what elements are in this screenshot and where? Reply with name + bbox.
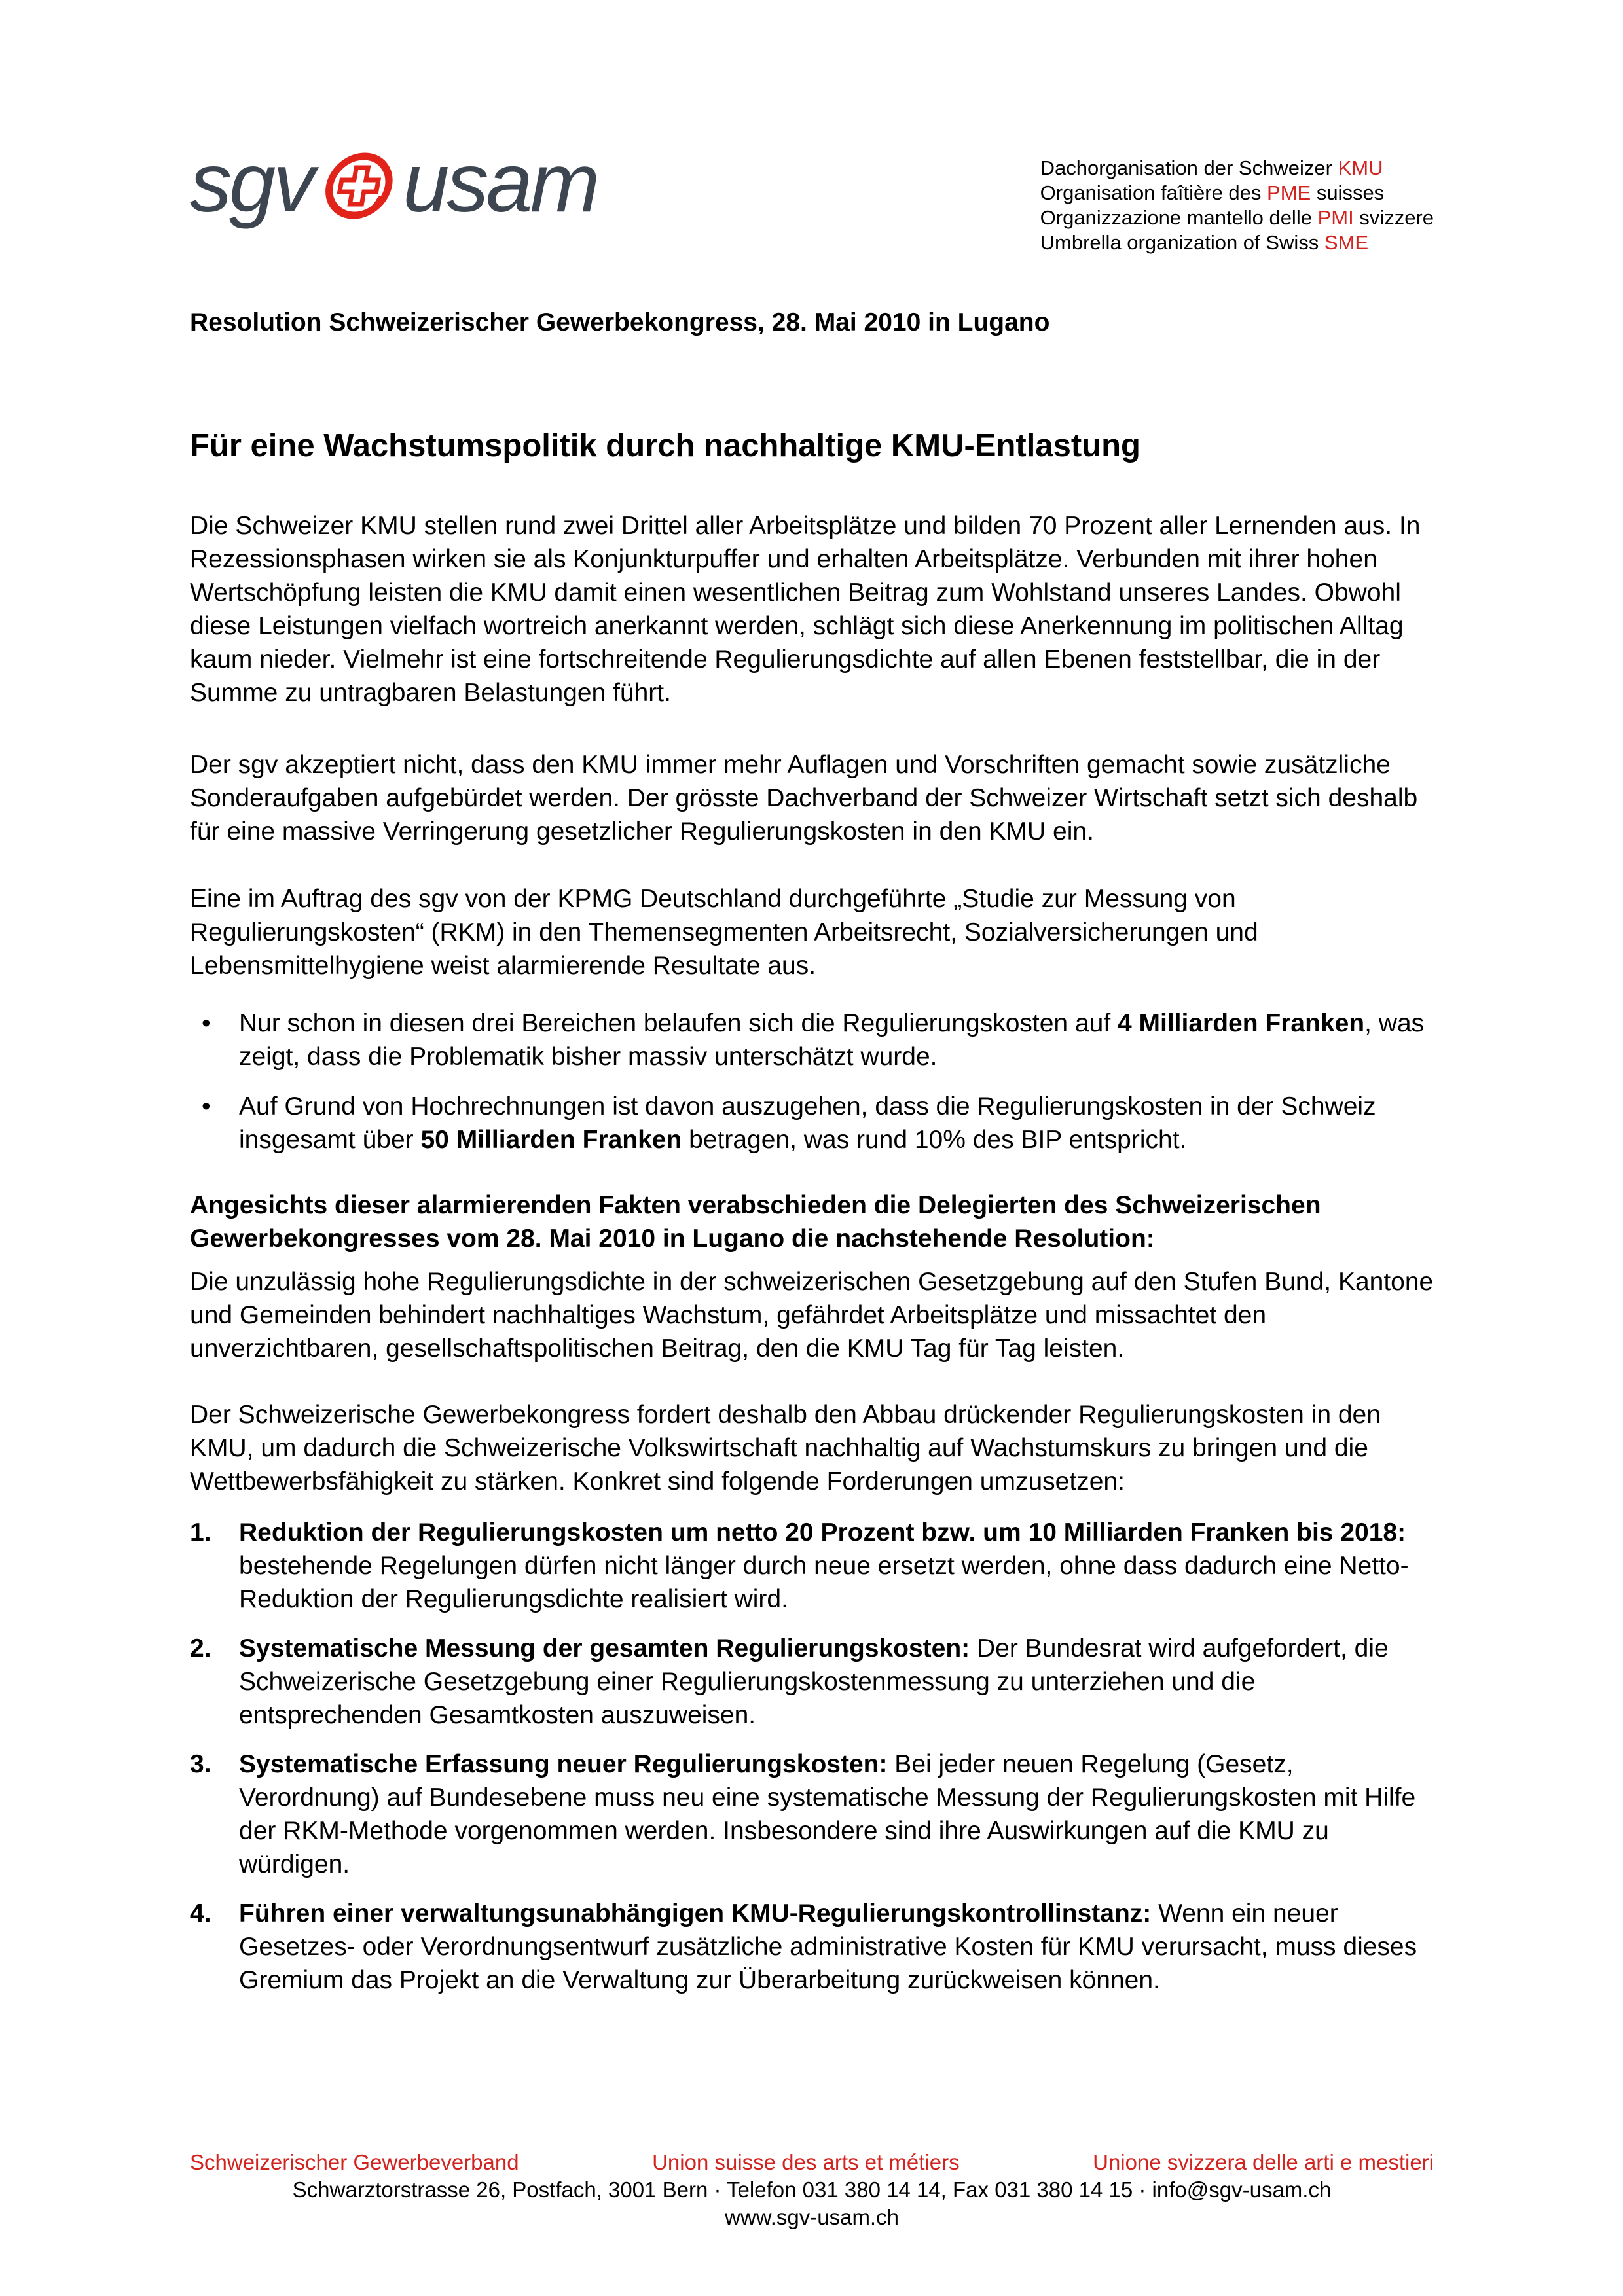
footer-address: Schwarztorstrasse 26, Postfach, 3001 Bern · Telefon 031 380 14 14, Fax 031 380 14 15 · info@sgv-usam.ch bbox=[292, 2178, 1332, 2202]
list-item: 3. Systematische Erfassung neuer Regulierungskosten: Bei jeder neuen Regelung (Gesetz, Verordnung) auf Bundesebene muss neu eine systematische Messung der Regulierungskosten mit Hilfe der RKM-Methode vorgenommen werden. Insbesondere sind ihre Auswirkungen auf die KMU zu würdigen. bbox=[190, 1748, 1434, 1881]
paragraph-congress-demands: Der Schweizerische Gewerbekongress fordert deshalb den Abbau drückender Regulierungskosten in den KMU, um dadurch die Schweizerische Volkswirtschaft nachhaltig auf Wachstumskurs zu bringen und die Wettbewerbsfähigkeit zu stärken. Konkret sind folgende Forderungen umzusetzen: bbox=[190, 1401, 1381, 1496]
bullet-icon: • bbox=[202, 1009, 211, 1037]
findings-bullet-list bbox=[190, 1007, 1434, 1157]
swiss-cross-at-icon bbox=[319, 149, 396, 226]
page-footer bbox=[190, 2149, 1434, 2231]
bullet-icon: • bbox=[202, 1092, 211, 1121]
list-item: 4. Führen einer verwaltungsunabhängigen KMU-Regulierungskontrollinstanz: Wenn ein neuer Gesetzes- oder Verordnungsentwurf zusätzliche administrative Kosten für KMU verursacht, muss dieses Gremium das Projekt an die Verwaltung zur Überarbeitung zurückweisen können. bbox=[190, 1897, 1434, 1997]
page-title: Für eine Wachstumspolitik durch nachhaltige KMU-Entlastung bbox=[190, 428, 1140, 463]
logo-text-usam: usam bbox=[403, 136, 598, 230]
org-languages-block bbox=[1040, 156, 1434, 255]
item-number: 3. bbox=[190, 1750, 211, 1778]
org-line-it: Organizzazione mantello delle PMI svizzere bbox=[1040, 206, 1434, 229]
footer-website: www.sgv-usam.ch bbox=[725, 2205, 899, 2229]
subject-line: Resolution Schweizerischer Gewerbekongress, 28. Mai 2010 in Lugano bbox=[190, 308, 1050, 336]
paragraph-kmu-role: Die Schweizer KMU stellen rund zwei Drittel aller Arbeitsplätze und bilden 70 Prozent aller Lernenden aus. In Rezessionsphasen wirken sie als Konjunkturpuffer und erhalten Arbeitsplätze. Verbunden mit ihrer hohen Wertschöpfung leisten die KMU damit einen wesentlichen Beitrag zum Wohlstand unseres Landes. Obwohl diese Leistungen vielfach wortreich anerkannt werden, schlägt sich diese Anerkennung im politischen Alltag kaum nieder. Vielmehr ist eine fortschreitende Regulierungsdichte auf allen Ebenen feststellbar, die in der Summe zu untragbaren Belastungen führt. bbox=[190, 512, 1421, 707]
masthead bbox=[190, 136, 1434, 255]
demands-numbered-list bbox=[190, 1516, 1434, 1997]
footer-org-fr: Union suisse des arts et métiers bbox=[652, 2150, 960, 2174]
logo bbox=[190, 136, 598, 230]
footer-org-it: Unione svizzera delle arti e mestieri bbox=[1093, 2150, 1434, 2174]
list-item: • Nur schon in diesen drei Bereichen belaufen sich die Regulierungskosten auf 4 Milliarden Franken, was zeigt, dass die Problematik bisher massiv unterschätzt wurde. bbox=[190, 1007, 1434, 1073]
org-line-en: Umbrella organization of Swiss SME bbox=[1040, 231, 1369, 254]
item-number: 1. bbox=[190, 1518, 211, 1547]
document-body bbox=[190, 509, 1434, 1997]
footer-org-de: Schweizerischer Gewerbeverband bbox=[190, 2150, 519, 2174]
paragraph-sgv-position: Der sgv akzeptiert nicht, dass den KMU immer mehr Auflagen und Vorschriften gemacht sowie zusätzliche Sonderaufgaben aufgebürdet werden. Der grösste Dachverband der Schweizer Wirtschaft setzt sich deshalb für eine massive Verringerung gesetzlicher Regulierungskosten in den KMU ein. bbox=[190, 751, 1418, 846]
org-line-fr: Organisation faîtière des PME suisses bbox=[1040, 181, 1385, 204]
item-number: 4. bbox=[190, 1899, 211, 1928]
org-line-de: Dachorganisation der Schweizer KMU bbox=[1040, 156, 1383, 179]
list-item: 2. Systematische Messung der gesamten Regulierungskosten: Der Bundesrat wird aufgefordert, die Schweizerische Gesetzgebung einer Regulierungskostenmessung zu unterziehen und die entsprechenden Gesamtkosten auszuweisen. bbox=[190, 1632, 1434, 1732]
list-item: 1. Reduktion der Regulierungskosten um netto 20 Prozent bzw. um 10 Milliarden Franken bis 2018: bestehende Regelungen dürfen nicht länger durch neue ersetzt werden, ohne dass dadurch eine Netto-Reduktion der Regulierungsdichte realisiert wird. bbox=[190, 1516, 1434, 1616]
logo-text-sgv: sgv bbox=[190, 136, 313, 230]
paragraph-regulation-density: Die unzulässig hohe Regulierungsdichte in der schweizerischen Gesetzgebung auf den Stufen Bund, Kantone und Gemeinden behindert nachhaltiges Wachstum, gefährdet Arbeitsplätze und missachtet den unverzichtbaren, gesellschaftspolitischen Beitrag, den die KMU Tag für Tag leisten. bbox=[190, 1268, 1434, 1363]
paragraph-kpmg-study: Eine im Auftrag des sgv von der KPMG Deutschland durchgeführte „Studie zur Messung von Regulierungskosten“ (RKM) in den Themensegmenten Arbeitsrecht, Sozialversicherungen und Lebensmittelhygiene weist alarmierende Resultate aus. bbox=[190, 885, 1258, 980]
list-item: • Auf Grund von Hochrechnungen ist davon auszugehen, dass die Regulierungskosten in der Schweiz insgesamt über 50 Milliarden Franken betragen, was rund 10% des BIP entspricht. bbox=[190, 1090, 1434, 1157]
item-number: 2. bbox=[190, 1634, 211, 1662]
footer-org-names bbox=[190, 2149, 1434, 2176]
resolution-intro: Angesichts dieser alarmierenden Fakten verabschieden die Delegierten des Schweizerischen Gewerbekongresses vom 28. Mai 2010 in Lugano die nachstehende Resolution: bbox=[190, 1191, 1321, 1253]
